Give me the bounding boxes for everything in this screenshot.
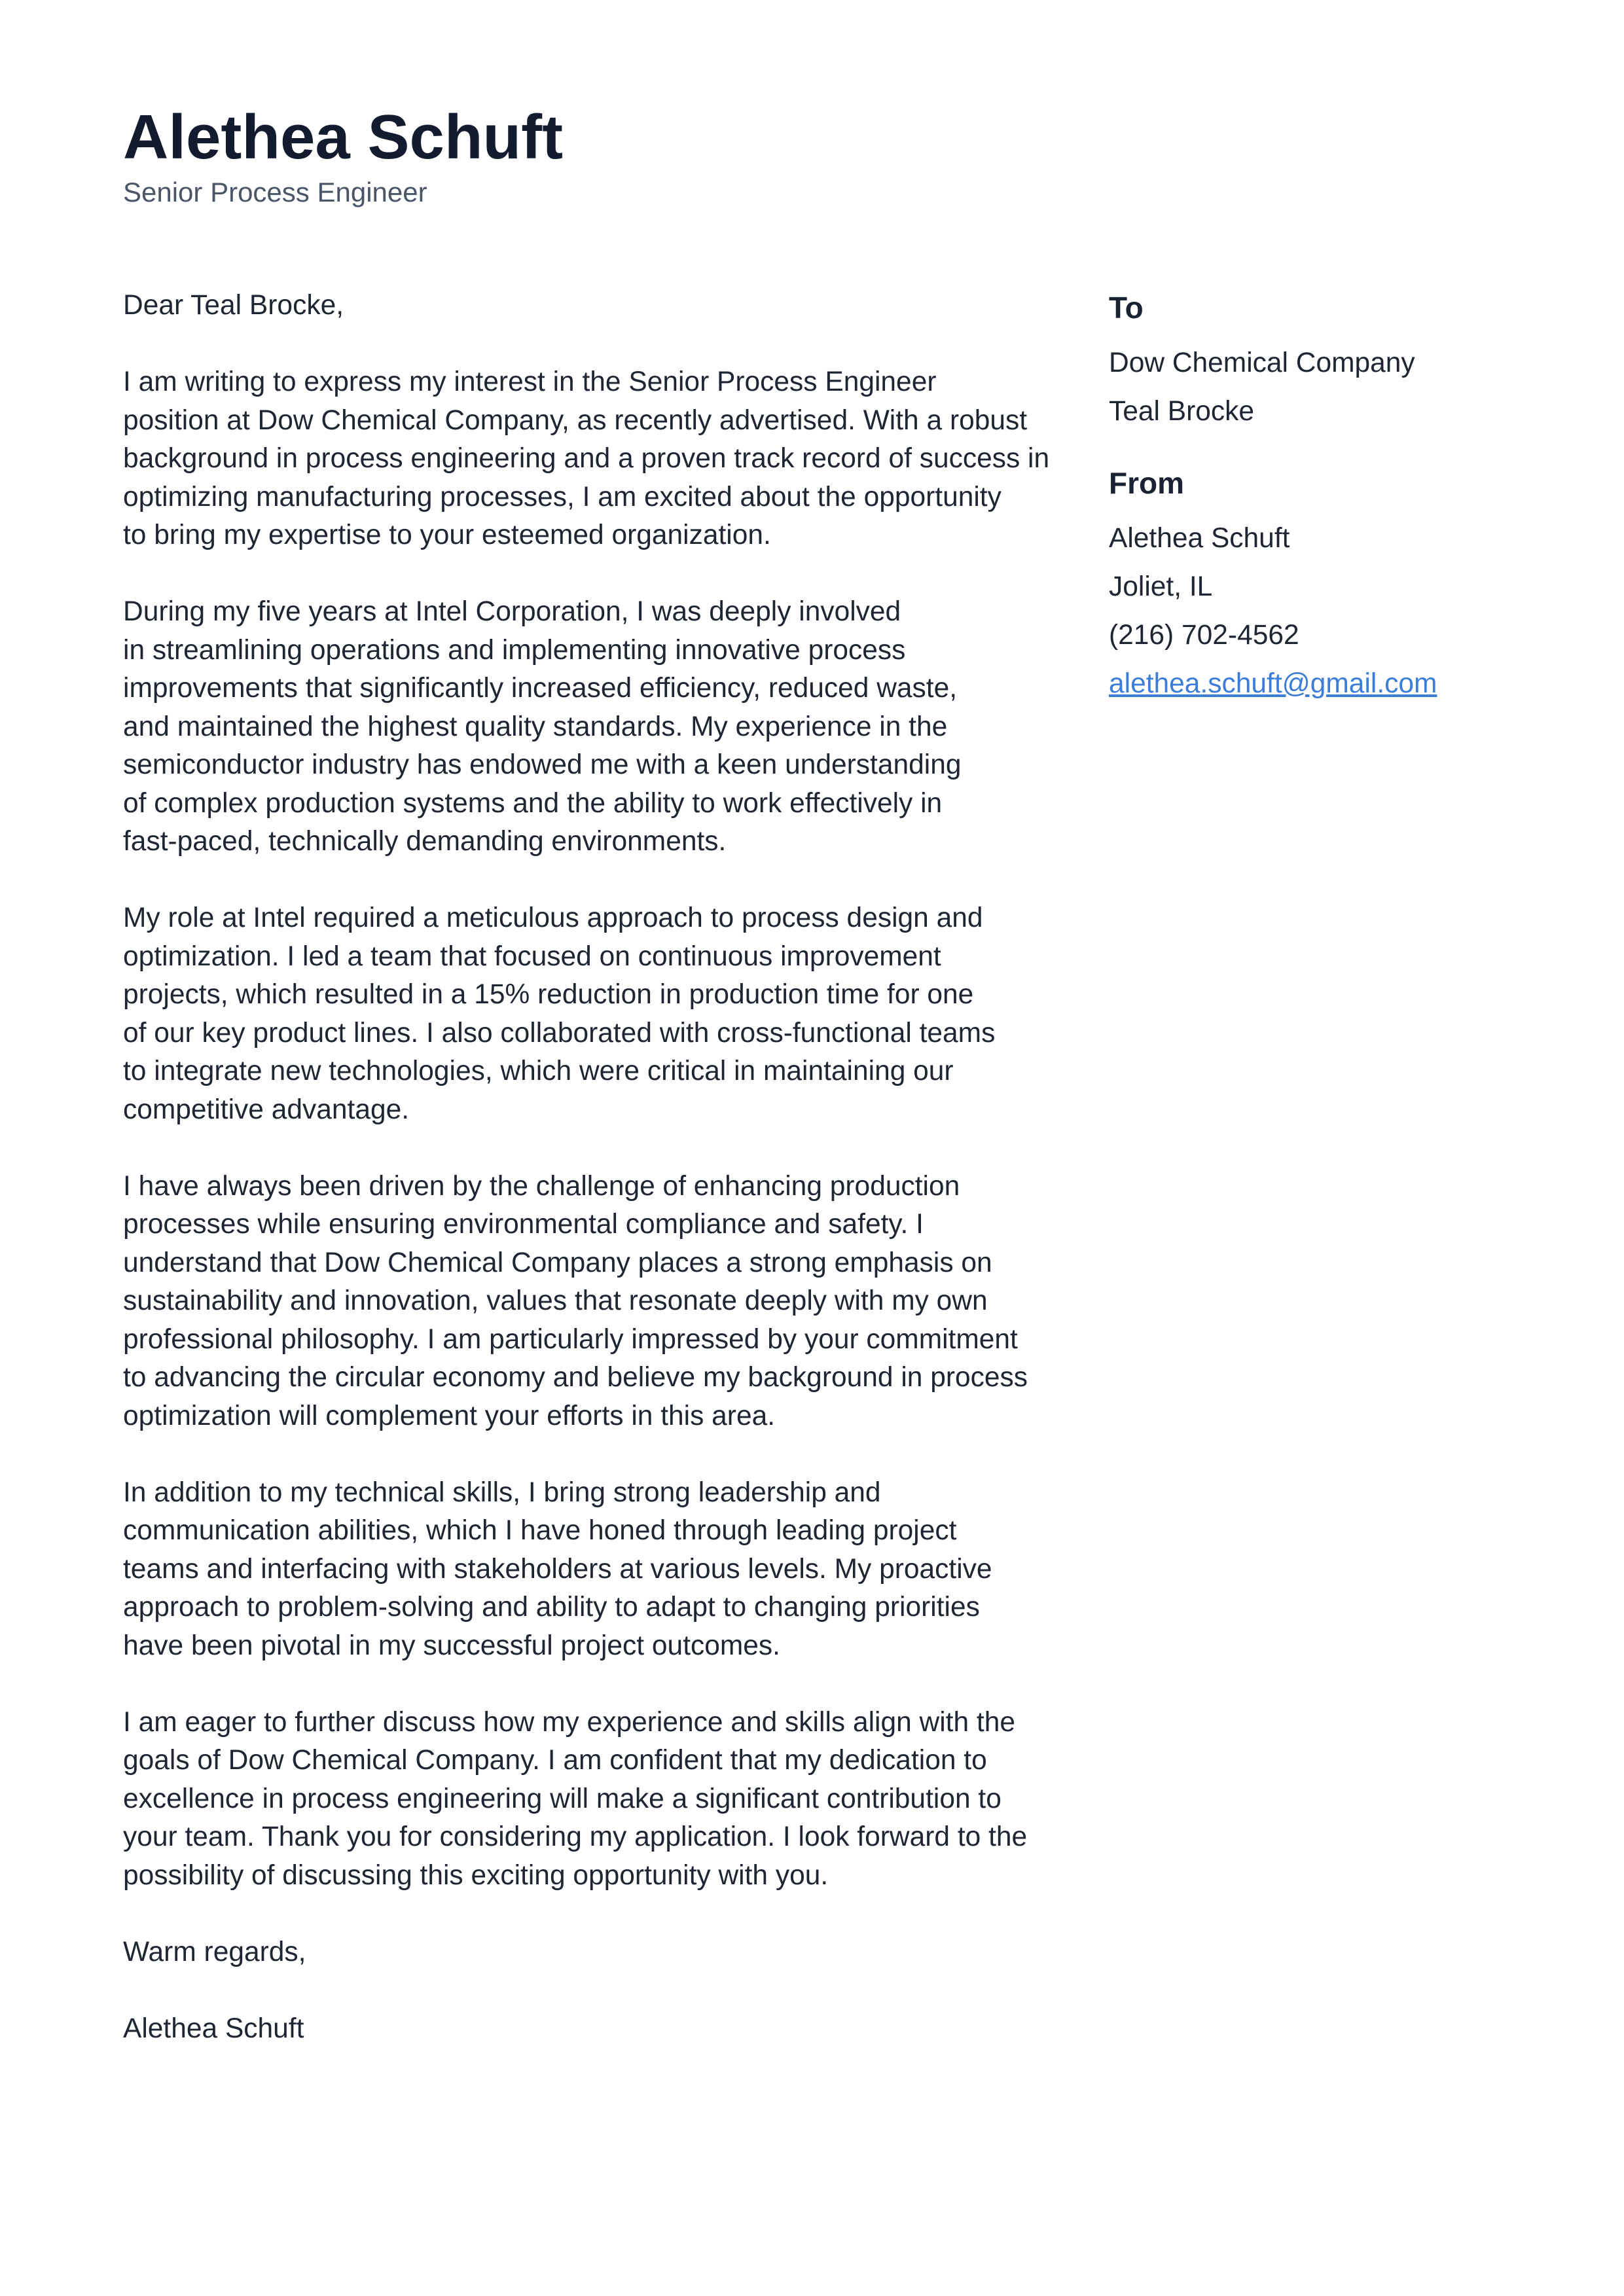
paragraph-line: in streamlining operations and implementing innovative process [123,634,906,666]
paragraph-line: I have always been driven by the challenge of enhancing production [123,1170,960,1202]
author-title: Senior Process Engineer [123,177,427,207]
paragraph-line: your team. Thank you for considering my application. I look forward to the [123,1821,1028,1852]
sender-block [1109,462,1528,708]
paragraph-line: optimizing manufacturing processes, I am excited about the opportunity [123,481,1001,512]
paragraph-line: of our key product lines. I also collaborated with cross-functional teams [123,1017,996,1049]
paragraph-line: and maintained the highest quality standards. My experience in the [123,711,948,742]
paragraph-line: I am writing to express my interest in the Senior Process Engineer [123,367,937,397]
paragraph-line: optimization. I led a team that focused on continuous improvement [123,941,941,972]
paragraph-line: optimization will complement your efforts in this area. [123,1400,776,1431]
sender-location: Joliet, IL [1109,571,1213,602]
paragraph-line: approach to problem-solving and ability to adapt to changing priorities [123,1592,980,1623]
paragraph-line: sustainability and innovation, values that resonate deeply with my own [123,1285,988,1316]
recipient-block [1109,287,1528,436]
letter-header [123,98,563,211]
sidebar [1109,287,1528,734]
sender-phone: (216) 702-4562 [1109,620,1299,651]
paragraph-3 [123,899,1033,1129]
closing: Warm regards, [123,1936,306,1967]
letter-body [123,287,1050,2087]
from-heading: From [1109,466,1184,500]
paragraph-5 [123,1474,1033,1666]
paragraph-line: competitive advantage. [123,1094,410,1125]
author-name: Alethea Schuft [123,102,564,172]
sender-name: Alethea Schuft [1109,523,1290,554]
paragraph-line: professional philosophy. I am particularly impressed by your commitment [123,1323,1018,1355]
paragraph-line: to advancing the circular economy and believe my background in process [123,1362,1028,1393]
paragraph-line: goals of Dow Chemical Company. I am confident that my dedication to [123,1745,987,1776]
paragraph-line: of complex production systems and the ability to work effectively in [123,787,943,819]
paragraph-line: excellence in process engineering will make a significant contribution to [123,1783,1001,1814]
salutation: Dear Teal Brocke, [123,290,344,321]
paragraph-line: semiconductor industry has endowed me with a keen understanding [123,749,962,780]
paragraph-line: background in process engineering and a proven track record of success in [123,443,1050,474]
paragraph-line: My role at Intel required a meticulous approach to process design and [123,903,983,933]
paragraph-line: possibility of discussing this exciting opportunity with you. [123,1859,829,1891]
to-heading: To [1109,291,1144,325]
paragraph-line: projects, which resulted in a 15% reduction in production time for one [123,979,974,1010]
paragraph-line: fast-paced, technically demanding environments. [123,826,727,857]
paragraph-6 [123,1704,1033,1895]
signature: Alethea Schuft [123,2013,304,2044]
paragraph-line: teams and interfacing with stakeholders at various levels. My proactive [123,1553,992,1585]
recipient-name: Teal Brocke [1109,396,1255,427]
paragraph-line: communication abilities, which I have honed through leading project [123,1515,957,1546]
paragraph-line: In addition to my technical skills, I bring strong leadership and [123,1477,881,1508]
sender-email-link[interactable]: alethea.schuft@gmail.com [1109,668,1437,699]
paragraph-4 [123,1168,1033,1436]
paragraph-line: to bring my expertise to your esteemed organization. [123,520,771,550]
recipient-company: Dow Chemical Company [1109,348,1415,378]
paragraph-2 [123,593,1033,861]
paragraph-line: understand that Dow Chemical Company places a strong emphasis on [123,1247,992,1278]
paragraph-line: During my five years at Intel Corporation, I was deeply involved [123,596,901,627]
paragraph-line: position at Dow Chemical Company, as recently advertised. With a robust [123,404,1028,436]
paragraph-line: processes while ensuring environmental compliance and safety. I [123,1209,924,1240]
paragraph-line: have been pivotal in my successful project outcomes. [123,1630,780,1661]
paragraph-line: improvements that significantly increased efficiency, reduced waste, [123,673,958,704]
paragraph-line: I am eager to further discuss how my experience and skills align with the [123,1706,1016,1738]
paragraph-1 [123,363,1050,555]
paragraph-line: to integrate new technologies, which were critical in maintaining our [123,1056,954,1086]
